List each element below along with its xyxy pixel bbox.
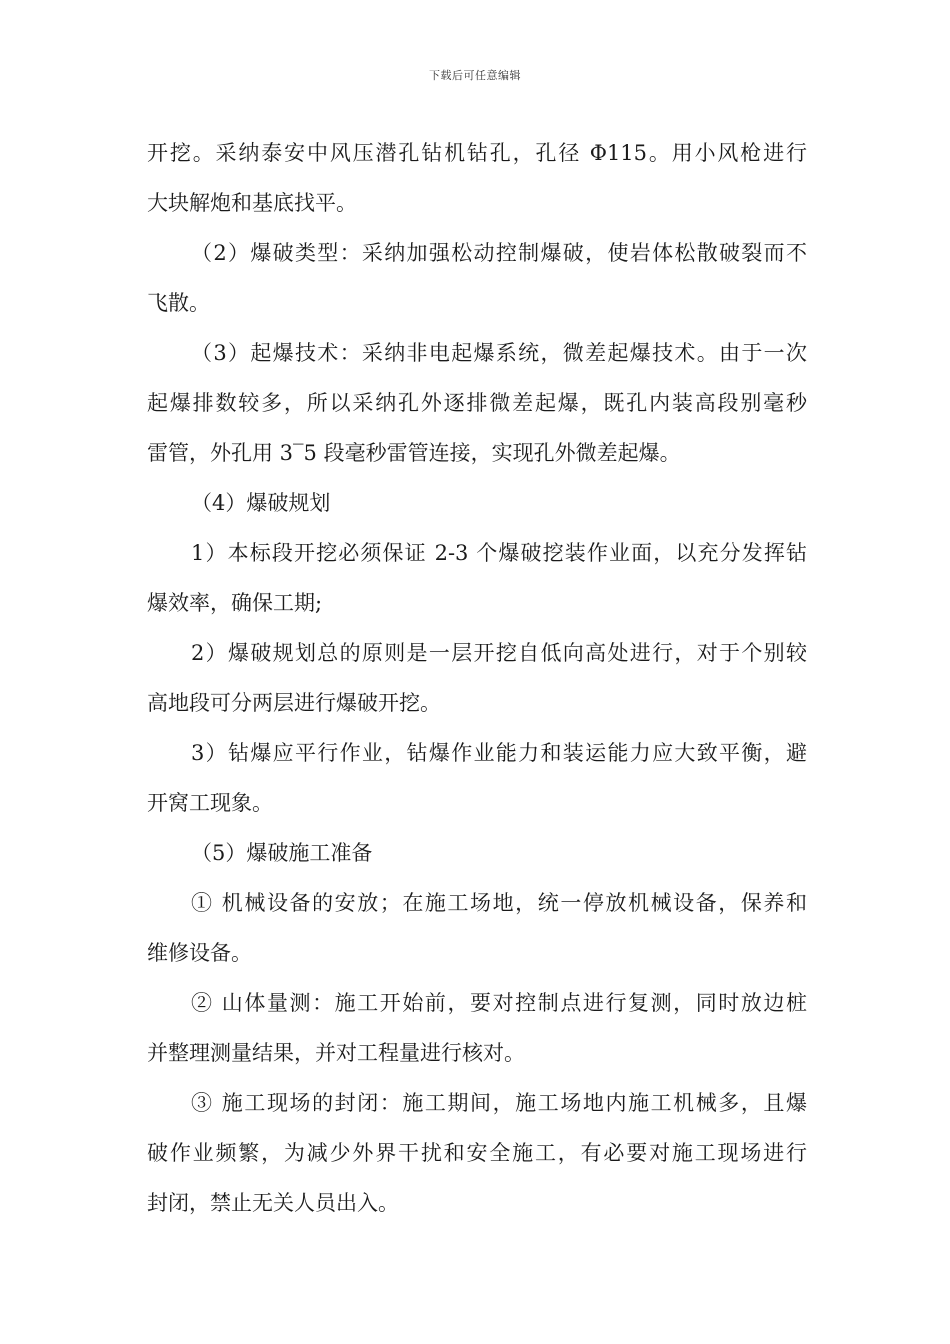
text-line: （3）起爆技术：采纳非电起爆系统，微差起爆技术。由于一次: [191, 341, 807, 365]
text-line: 大块解炮和基底找平。: [147, 191, 357, 215]
text-line: 开挖。采纳泰安中风压潜孔钻机钻孔，孔径 Φ115。用小风枪进行: [147, 141, 807, 165]
text-line: 高地段可分两层进行爆破开挖。: [147, 691, 441, 715]
page-header: 下载后可任意编辑: [429, 69, 521, 82]
text-line: 维修设备。: [147, 941, 252, 965]
text-line: （4）爆破规划: [191, 491, 331, 515]
text-line: ② 山体量测：施工开始前，要对控制点进行复测，同时放边桩: [191, 991, 807, 1015]
text-line: （2）爆破类型：采纳加强松动控制爆破，使岩体松散破裂而不: [191, 241, 807, 265]
text-line: ③ 施工现场的封闭：施工期间，施工场地内施工机械多，且爆: [191, 1091, 807, 1115]
text-line: 3）钻爆应平行作业，钻爆作业能力和装运能力应大致平衡，避: [191, 741, 807, 765]
text-line: 开窝工现象。: [147, 791, 273, 815]
text-line: 并整理测量结果，并对工程量进行核对。: [147, 1041, 525, 1065]
text-line: 起爆排数较多，所以采纳孔外逐排微差起爆，既孔内装高段别毫秒: [147, 391, 807, 415]
text-line: ① 机械设备的安放；在施工场地，统一停放机械设备，保养和: [191, 891, 807, 915]
text-line: 爆效率，确保工期;: [147, 591, 323, 615]
text-line: 破作业频繁，为减少外界干扰和安全施工，有必要对施工现场进行: [147, 1141, 807, 1165]
text-line: 2）爆破规划总的原则是一层开挖自低向高处进行，对于个别较: [191, 641, 807, 665]
text-line: 1）本标段开挖必须保证 2-3 个爆破挖装作业面，以充分发挥钻: [191, 541, 807, 565]
text-line: （5）爆破施工准备: [191, 841, 373, 865]
document-body: [147, 128, 807, 1228]
text-line: 飞散。: [147, 291, 210, 315]
text-line: 雷管，外孔用 3‾5 段毫秒雷管连接，实现孔外微差起爆。: [147, 441, 681, 465]
text-line: 封闭，禁止无关人员出入。: [147, 1191, 399, 1215]
